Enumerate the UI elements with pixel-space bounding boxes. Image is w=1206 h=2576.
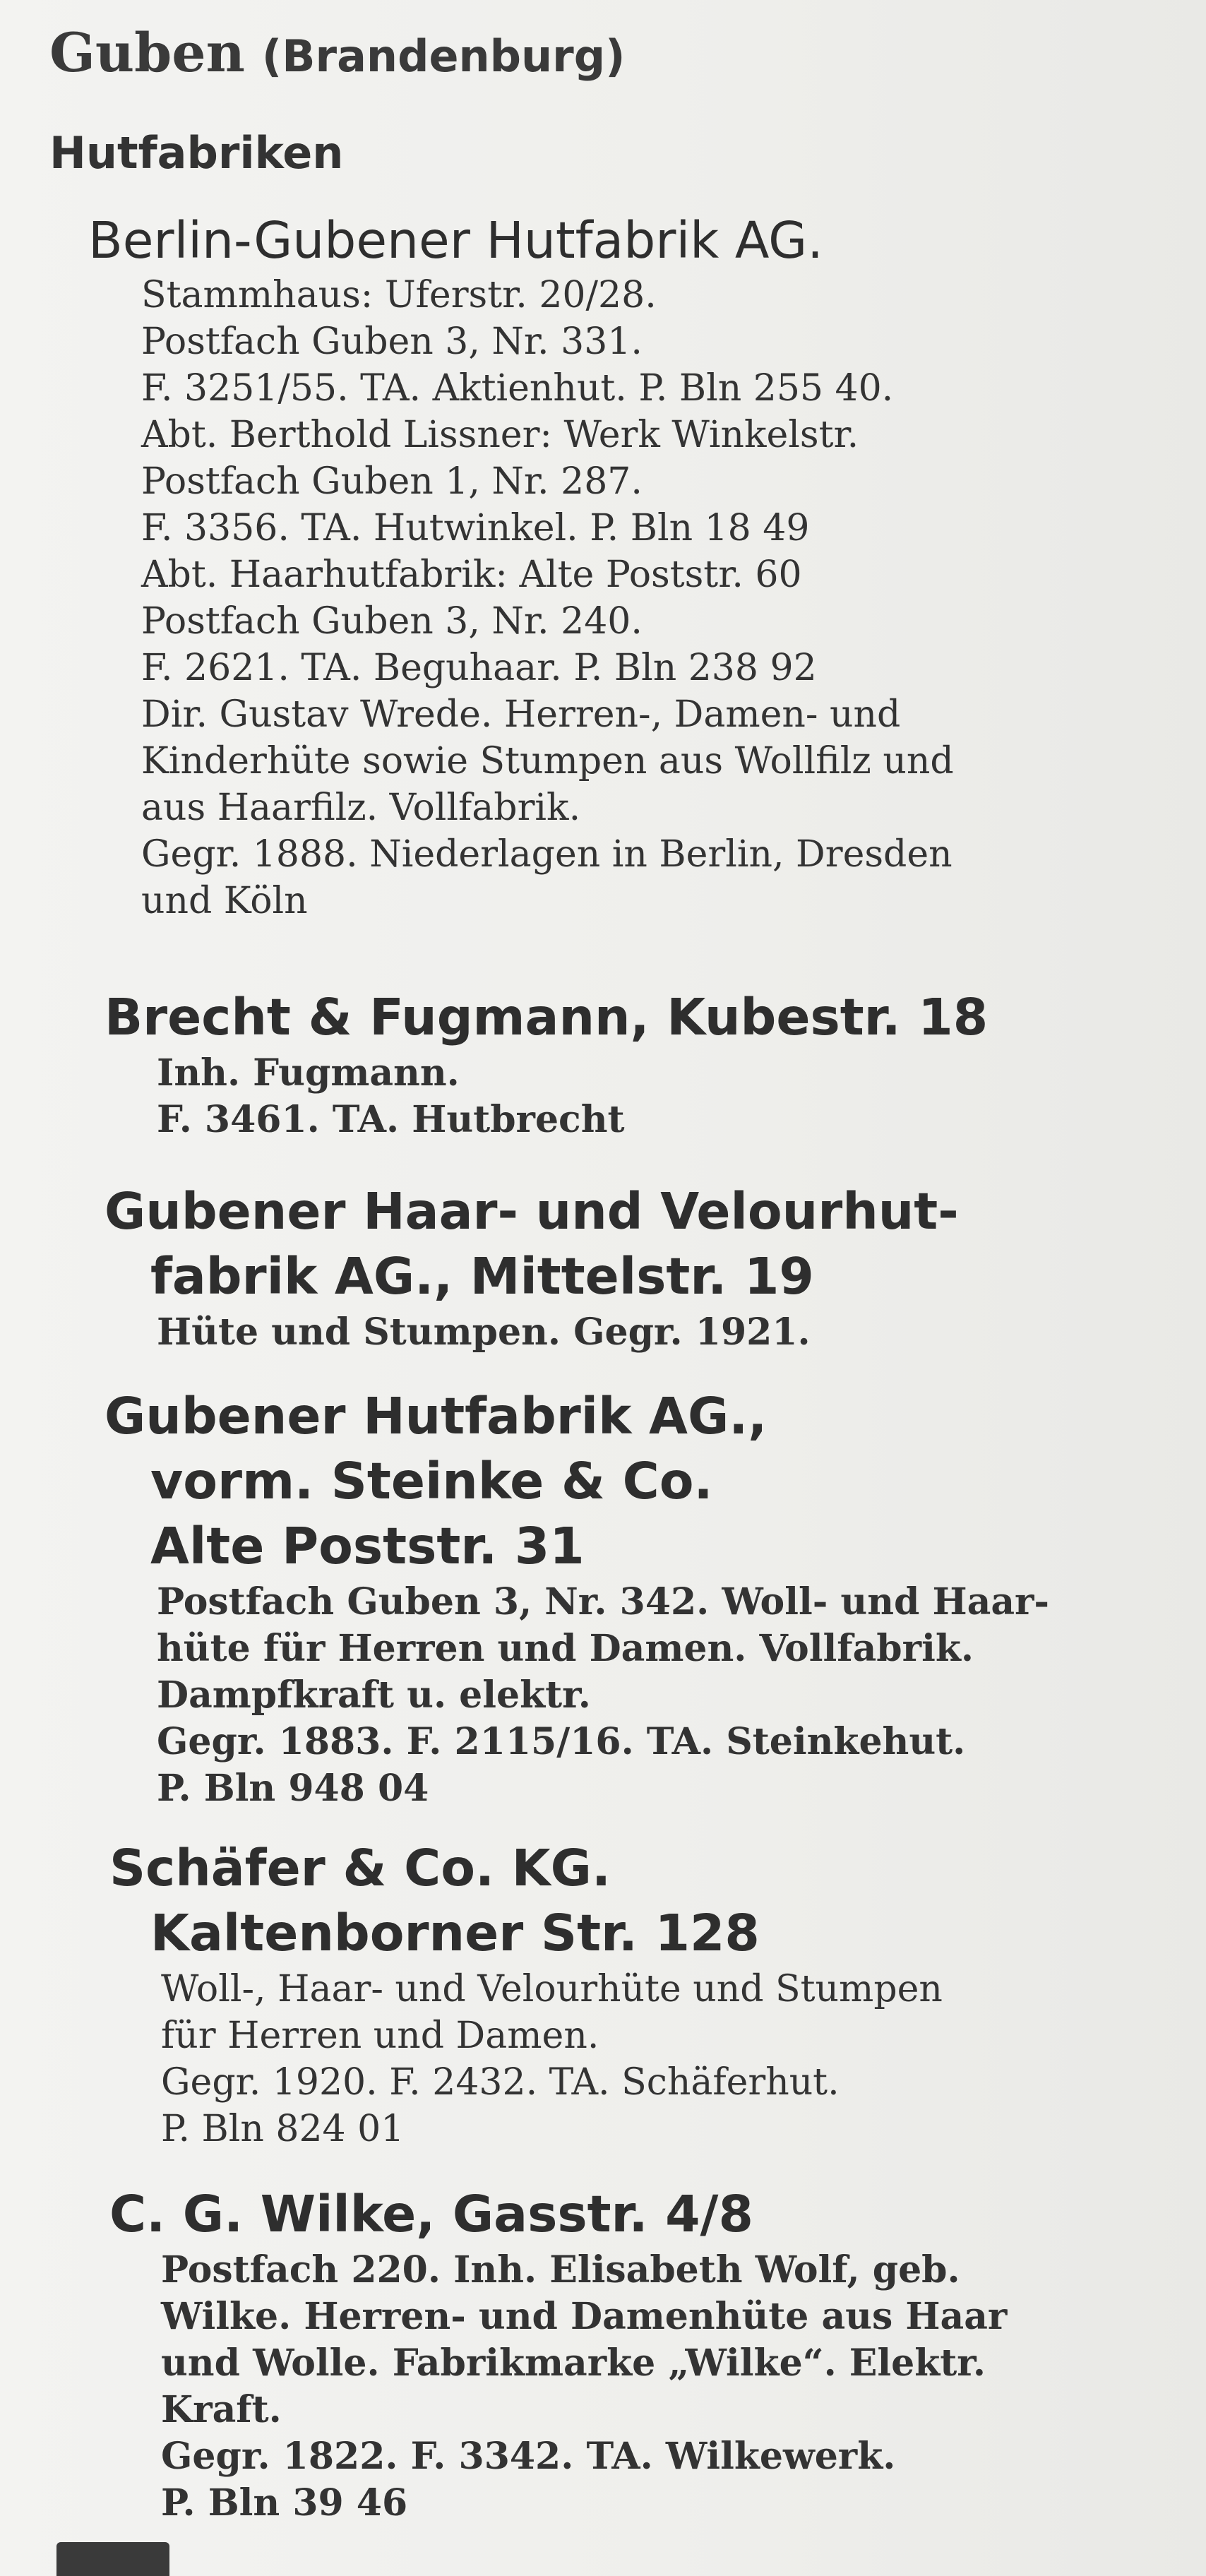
detail-line: P. Bln 824 01	[161, 2108, 405, 2150]
entry-name-line: vorm. Steinke & Co.	[150, 1452, 713, 1510]
detail-line: Woll-, Haar- und Velourhüte und Stumpen	[161, 1968, 943, 2010]
detail-line: Gegr. 1822. F. 3342. TA. Wilkewerk.	[161, 2435, 896, 2478]
detail-line: hüte für Herren und Damen. Vollfabrik.	[157, 1627, 974, 1670]
entry-brecht-fugmann	[0, 985, 1206, 1143]
detail-line: Postfach Guben 3, Nr. 342. Woll- und Haar-	[157, 1580, 1049, 1623]
detail-line: und Köln	[141, 880, 308, 922]
detail-line: aus Haarfilz. Vollfabrik.	[141, 787, 581, 829]
entry-details	[0, 1966, 1206, 2152]
detail-line: Dampfkraft u. elektr.	[157, 1674, 591, 1717]
entry-name-line: Gubener Hutfabrik AG.,	[105, 1387, 768, 1445]
entry-name-line: fabrik AG., Mittelstr. 19	[150, 1247, 814, 1306]
detail-line: Postfach Guben 3, Nr. 240.	[141, 600, 643, 643]
detail-line: Abt. Haarhutfabrik: Alte Poststr. 60	[141, 554, 802, 596]
entry-details	[0, 1309, 1206, 1356]
entry-name	[0, 985, 1206, 1050]
entry-details	[0, 1050, 1206, 1143]
detail-line: P. Bln 948 04	[157, 1767, 429, 1810]
entry-schaefer	[0, 1836, 1206, 2152]
detail-line: F. 3356. TA. Hutwinkel. P. Bln 18 49	[141, 507, 810, 549]
entry-name-line: Schäfer & Co. KG.	[109, 1839, 611, 1897]
detail-line: für Herren und Damen.	[161, 2015, 599, 2057]
detail-line: F. 3251/55. TA. Aktienhut. P. Bln 255 40.	[141, 367, 894, 410]
detail-line: F. 2621. TA. Beguhaar. P. Bln 238 92	[141, 647, 817, 689]
entry-details	[0, 2247, 1206, 2527]
detail-line: Postfach Guben 1, Nr. 287.	[141, 460, 643, 503]
next-entry-fragment	[56, 2542, 169, 2576]
entry-name-line: Berlin-Gubener Hutfabrik AG.	[88, 211, 823, 270]
entry-name	[0, 1836, 1206, 1966]
entry-name-line: Kaltenborner Str. 128	[150, 1904, 760, 1962]
detail-line: Inh. Fugmann.	[157, 1051, 460, 1095]
entry-name-line: C. G. Wilke, Gasstr. 4/8	[109, 2185, 753, 2243]
entry-name-line: Alte Poststr. 31	[150, 1517, 585, 1575]
entry-name	[0, 1179, 1206, 1309]
detail-line: F. 3461. TA. Hutbrecht	[157, 1098, 625, 1141]
entry-name	[0, 208, 1206, 273]
detail-line: Stammhaus: Uferstr. 20/28.	[141, 274, 657, 316]
entry-name-line: Brecht & Fugmann, Kubestr. 18	[105, 988, 989, 1046]
entry-berlin-gubener	[0, 208, 1206, 924]
detail-line: Gegr. 1920. F. 2432. TA. Schäferhut.	[161, 2061, 840, 2104]
entry-wilke	[0, 2182, 1206, 2527]
detail-line: Kinderhüte sowie Stumpen aus Wollfilz und	[141, 740, 954, 782]
entry-details	[0, 272, 1206, 924]
detail-line: Hüte und Stumpen. Gegr. 1921.	[157, 1311, 811, 1354]
state-name: (Brandenburg)	[261, 30, 626, 82]
detail-line: P. Bln 39 46	[161, 2481, 408, 2524]
entry-name-line: Gubener Haar- und Velourhut-	[105, 1182, 959, 1241]
detail-line: Wilke. Herren- und Damenhüte aus Haar	[161, 2295, 1008, 2338]
detail-line: Kraft.	[161, 2388, 282, 2431]
detail-line: Dir. Gustav Wrede. Herren-, Damen- und	[141, 693, 901, 736]
entry-name	[0, 1384, 1206, 1579]
section-heading: Hutfabriken	[49, 127, 344, 179]
detail-line: Gegr. 1883. F. 2115/16. TA. Steinkehut.	[157, 1720, 966, 1763]
detail-line: Gegr. 1888. Niederlagen in Berlin, Dresden	[141, 833, 953, 876]
detail-line: und Wolle. Fabrikmarke „Wilke“. Elektr.	[161, 2342, 986, 2385]
entry-name	[0, 2182, 1206, 2247]
entry-details	[0, 1579, 1206, 1812]
entry-gubener-haar-velourhut	[0, 1179, 1206, 1356]
city-name: Guben	[49, 21, 245, 84]
entry-gubener-hutfabrik	[0, 1384, 1206, 1812]
detail-line: Postfach Guben 3, Nr. 331.	[141, 321, 643, 363]
page-title	[49, 21, 625, 84]
detail-line: Abt. Berthold Lissner: Werk Winkelstr.	[141, 414, 859, 456]
detail-line: Postfach 220. Inh. Elisabeth Wolf, geb.	[161, 2248, 960, 2291]
